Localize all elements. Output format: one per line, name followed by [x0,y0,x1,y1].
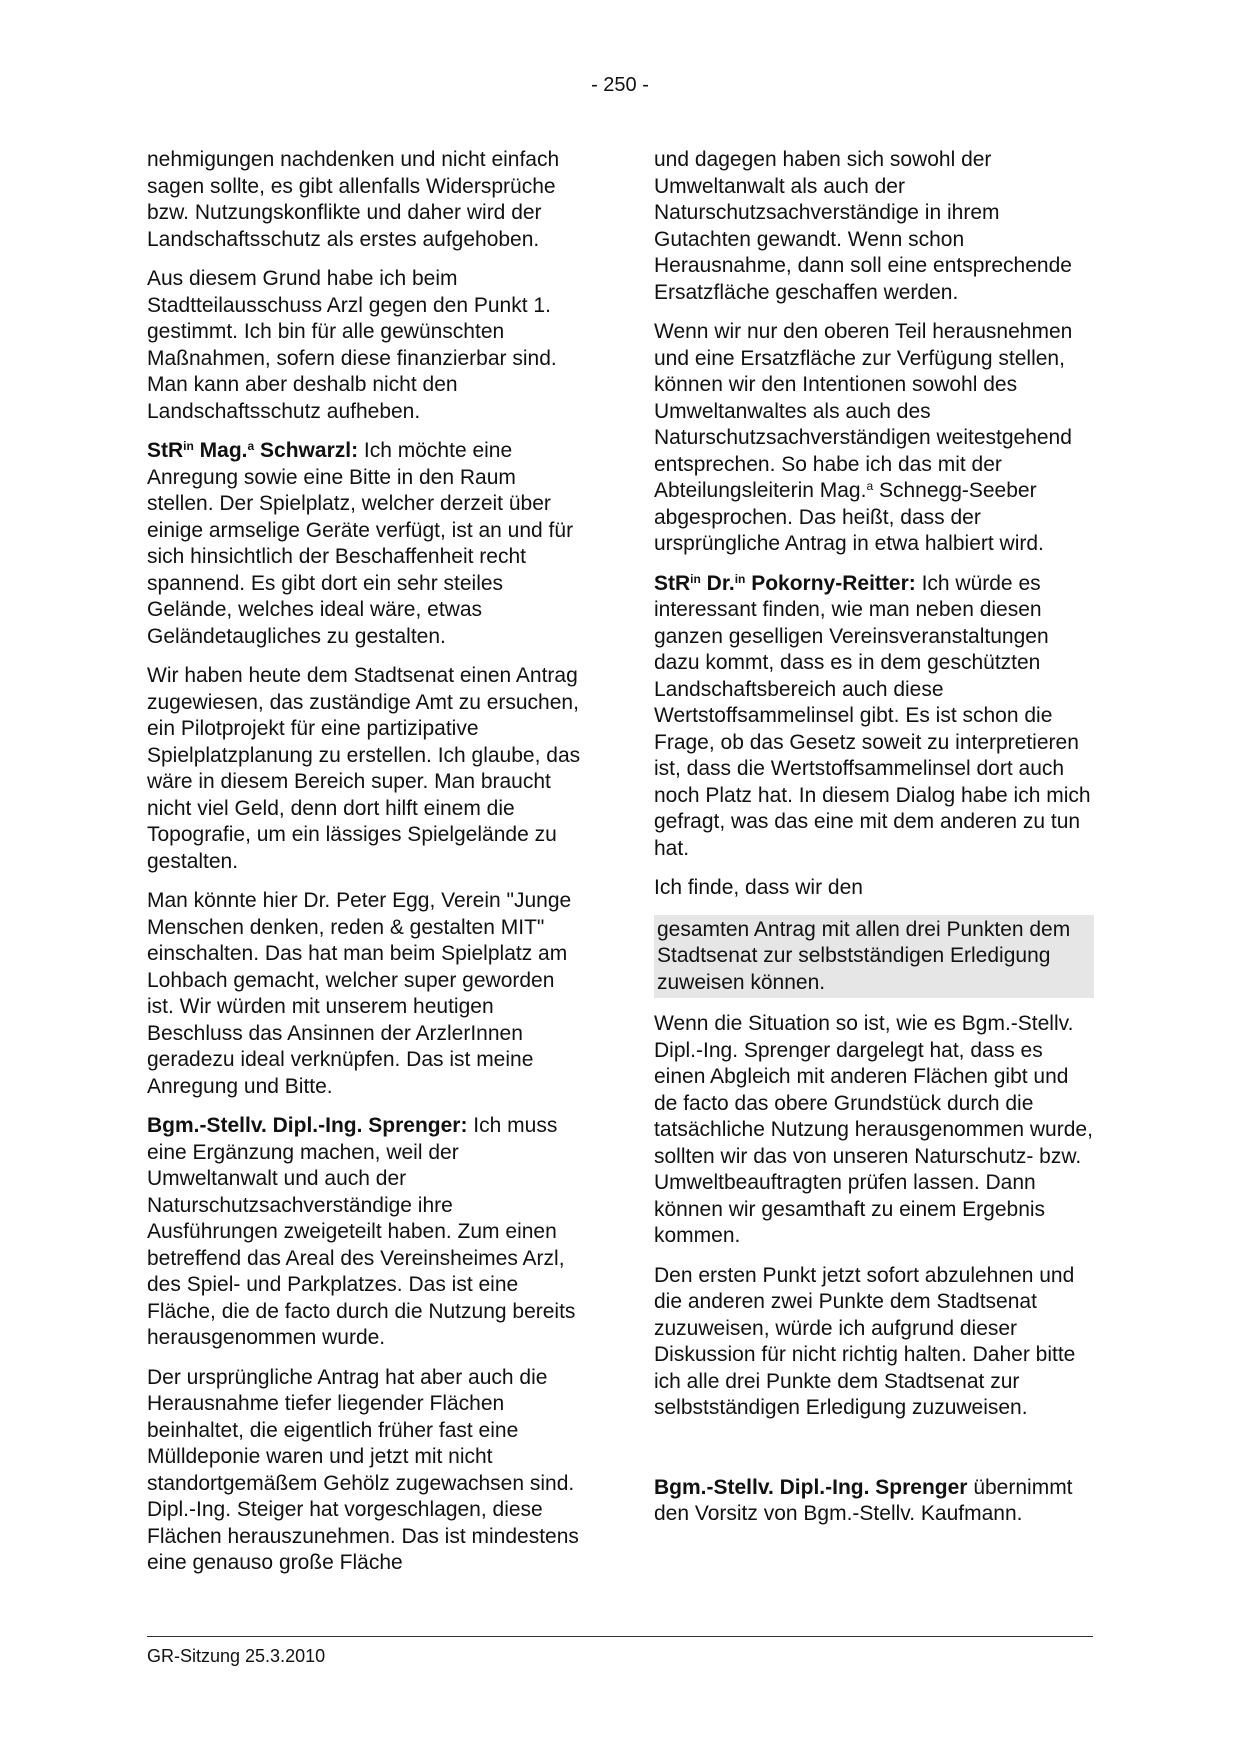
left-column [147,147,587,1590]
paragraph: Wenn wir nur den oberen Teil herausnehmen und eine Ersatzfläche zur Verfügung stellen, können wir den Intentionen sowohl des Umweltanwaltes als auch des Naturschutzsachverständigen weitestgehend entsprechen. So habe ich das mit der Abteilungsleiterin Mag.$^a$ Schnegg-Seeber abgesprochen. Das heißt, dass der ursprüngliche Antrag in etwa halbiert wird. [654,320,1073,555]
paragraph: Den ersten Punkt jetzt sofort abzulehnen und die anderen zwei Punkte dem Stadtsenat zuzuweisen, würde ich aufgrund dieser Diskussion für nicht richtig halten. Daher bitte ich alle drei Punkte dem Stadtsenat zur selbstständigen Erledigung zuzuweisen. [654,1263,1076,1419]
page-number: - 250 - [591,74,649,96]
paragraph: Wenn die Situation so ist, wie es Bgm.-Stellv. Dipl.-Ing. Sprenger dargelegt hat, dass es einen Abgleich mit anderen Flächen gibt und de facto das obere Grundstück durch die tatsächliche Nutzung herausgenommen wurde, sollten wir das von unseren Naturschutz- bzw. Umweltbeauftragten prüfen lassen. Dann können wir gesamthaft zu einem Ergebnis kommen. [654,1012,1093,1247]
paragraph: Man könnte hier Dr. Peter Egg, Verein "Junge Menschen denken, reden & gestalten MIT" einschalten. Das hat man beim Spielplatz am Lohbach gemacht, welcher super geworden ist. Wir würden mit unserem heutigen Beschluss das Ansinnen der ArzlerInnen geradezu ideal verknüpfen. Das ist meine Anregung und Bitte. [147,889,572,1098]
paragraph: und dagegen haben sich sowohl der Umweltanwalt als auch der Naturschutzsachverständige in ihrem Gutachten gewandt. Wenn schon Herausnahme, dann soll eine entsprechende Ersatzfläche geschaffen werden. [654,148,1072,304]
paragraph: Wir haben heute dem Stadtsenat einen Antrag zugewiesen, das zuständige Amt zu ersuchen, ein Pilotprojekt für eine partizipative Spielplatzplanung zu erstellen. Ich glaube, das wäre in diesem Bereich super. Man braucht nicht viel Geld, denn dort hilft einem die Topografie, um ein lässiges Spielgelände zu gestalten. [147,664,581,873]
right-column [654,147,1094,1541]
highlighted-paragraph: gesamten Antrag mit allen drei Punkten dem Stadtsenat zur selbstständigen Erledigung zuweisen können. [654,915,1094,999]
paragraph: Aus diesem Grund habe ich beim Stadtteilausschuss Arzl gegen den Punkt 1. gestimmt. Ich bin für alle gewünschten Maßnahmen, sofern diese finanzierbar sind. Man kann aber deshalb nicht den Landschaftsschutz aufheben. [147,267,557,423]
paragraph: nehmigungen nachdenken und nicht einfach sagen sollte, es gibt allenfalls Widersprüche bzw. Nutzungskonflikte und daher wird der Landschaftsschutz als erstes aufgehoben. [147,148,560,251]
paragraph [147,438,587,650]
paragraph [147,1113,587,1352]
speech-text: Ich muss eine Ergänzung machen, weil der Umweltanwalt und auch der Naturschutzsachverständige ihre Ausführungen zweigeteilt haben. Zum einen betreffend das Areal des Vereinsheimes Arzl, des Spiel- und Parkplatzes. Das ist eine Fläche, die de facto durch die Nutzung bereits herausgenommen wurde. [147,1114,576,1349]
paragraph: Der ursprüngliche Antrag hat aber auch die Herausnahme tiefer liegender Flächen beinhaltet, die eigentlich früher fast eine Mülldeponie waren und jetzt mit nicht standortgemäßem Gehölz zugewachsen sind. Dipl.-Ing. Steiger hat vorgeschlagen, diese Flächen herauszunehmen. Das ist mindestens eine genauso große Fläche [147,1365,579,1574]
speaker-name: StR$^{in}$ Dr.$^{in}$ Pokorny-Reitter: [654,571,916,595]
speaker-name: Bgm.-Stellv. Dipl.-Ing. Sprenger [654,1475,968,1499]
speech-text: Ich würde es interessant finden, wie man neben diesen ganzen geselligen Vereinsveranstaltungen dazu kommt, dass es in dem geschützten Landschaftsbereich auch diese Wertstoffsammelinsel gibt. Es ist schon die Frage, ob das Gesetz soweit zu interpretieren ist, dass die Wertstoffsammelinsel dort auch noch Platz hat. In diesem Dialog habe ich mich gefragt, was das eine mit dem anderen zu tun hat. [654,571,1091,860]
paragraph [654,571,1094,863]
speaker-name: Bgm.-Stellv. Dipl.-Ing. Sprenger: [147,1114,468,1137]
speech-text: übernimmt den Vorsitz von Bgm.-Stellv. Kaufmann. [654,1475,1073,1525]
footer-text: GR-Sitzung 25.3.2010 [147,1646,326,1666]
speaker-name: StR$^{in}$ Mag.$^a$ Schwarzl: [147,439,359,462]
speech-text: Ich möchte eine Anregung sowie eine Bitte in den Raum stellen. Der Spielplatz, welcher derzeit über einige armselige Geräte verfügt, ist an und für sich hinsichtlich der Beschaffenheit recht spannend. Es gibt dort ein sehr steiles Gelände, welches ideal wäre, etwas Geländetaugliches zu gestalten. [147,439,574,648]
paragraph: Ich finde, dass wir den [654,876,863,899]
footer-divider [147,1636,1093,1637]
paragraph [654,1475,1094,1528]
spacer [654,1435,1094,1475]
